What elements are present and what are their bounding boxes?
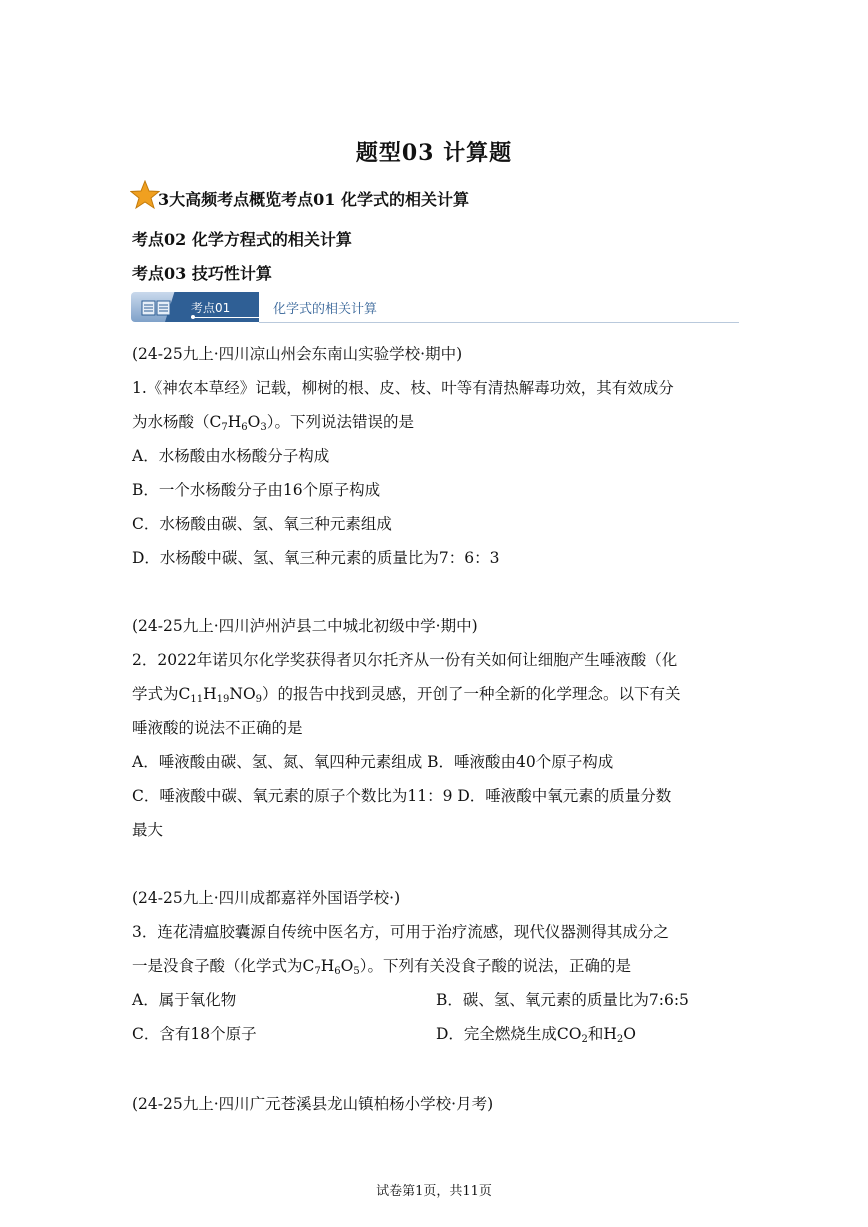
q3-option-d: D．完全燃烧生成$CO_2$和$H_2O$ (436, 1025, 636, 1045)
star-icon (130, 180, 160, 210)
overview-line-2: 考点02 化学方程式的相关计算 (132, 230, 352, 249)
book-icon (141, 300, 171, 316)
banner-tab-label: 考点01 (191, 301, 231, 315)
q2-stem-line-1: 2．2022年诺贝尔化学奖获得者贝尔托齐从一份有关如何让细胞产生唾液酸（化 (132, 651, 678, 669)
banner-topic: 化学式的相关计算 (273, 302, 378, 317)
q4-source: (24-25九上·四川广元苍溪县龙山镇柏杨小学校·月考) (132, 1095, 494, 1113)
q1-option-b: B．一个水杨酸分子由16个原子构成 (132, 481, 381, 499)
overview-line-3: 考点03 技巧性计算 (132, 264, 272, 283)
q1-option-c: C．水杨酸由碳、氢、氧三种元素组成 (132, 515, 392, 533)
q3-stem-line-1: 3．连花清瘟胶囊源自传统中医名方，可用于治疗流感，现代仪器测得其成分之 (132, 923, 669, 941)
q2-options-line-3: 最大 (132, 821, 164, 839)
banner-rule (259, 322, 739, 323)
q1-stem-line-1: 1.《神农本草经》记载，柳树的根、皮、枝、叶等有清热解毒功效，其有效成分 (132, 379, 674, 397)
q3-option-c: C．含有18个原子 (132, 1025, 257, 1043)
q3-source: (24-25九上·四川成都嘉祥外国语学校·) (132, 889, 401, 907)
q3-option-a: A．属于氧化物 (132, 991, 237, 1009)
q1-option-a: A．水杨酸由水杨酸分子构成 (132, 447, 330, 465)
q1-option-d: D．水杨酸中碳、氢、氧三种元素的质量比为7：6：3 (132, 549, 500, 567)
q2-source: (24-25九上·四川泸州泸县二中城北初级中学·期中) (132, 617, 478, 635)
page-footer: 试卷第1页，共11页 (376, 1184, 492, 1199)
q1-stem-line-2: 为水杨酸$(C_7H_6O_3)$。下列说法错误的是 (132, 413, 415, 433)
overview-line-1: 3大高频考点概览考点01 化学式的相关计算 (158, 190, 469, 209)
q2-options-line-1: A．唾液酸由碳、氢、氮、氧四种元素组成 B．唾液酸由40个原子构成 (132, 753, 614, 771)
banner-underline (191, 317, 259, 318)
q2-stem-line-2: 学式为$C_{11}H_{19}NO_9$）的报告中找到灵感，开创了一种全新的化学理念。以下有关 (132, 685, 681, 705)
section-banner (131, 292, 739, 328)
q2-options-line-2: C．唾液酸中碳、氧元素的原子个数比为11：9 D．唾液酸中氧元素的质量分数 (132, 787, 672, 805)
q3-stem-line-2: 一是没食子酸（化学式为$C_7H_6O_5$）。下列有关没食子酸的说法，正确的是 (132, 957, 632, 977)
page-title: 题型03 计算题 (355, 140, 513, 166)
q3-option-b: B．碳、氢、氧元素的质量比为7:6:5 (436, 991, 689, 1009)
q1-source: (24-25九上·四川凉山州会东南山实验学校·期中) (132, 345, 463, 363)
q2-stem-line-3: 唾液酸的说法不正确的是 (132, 719, 303, 737)
